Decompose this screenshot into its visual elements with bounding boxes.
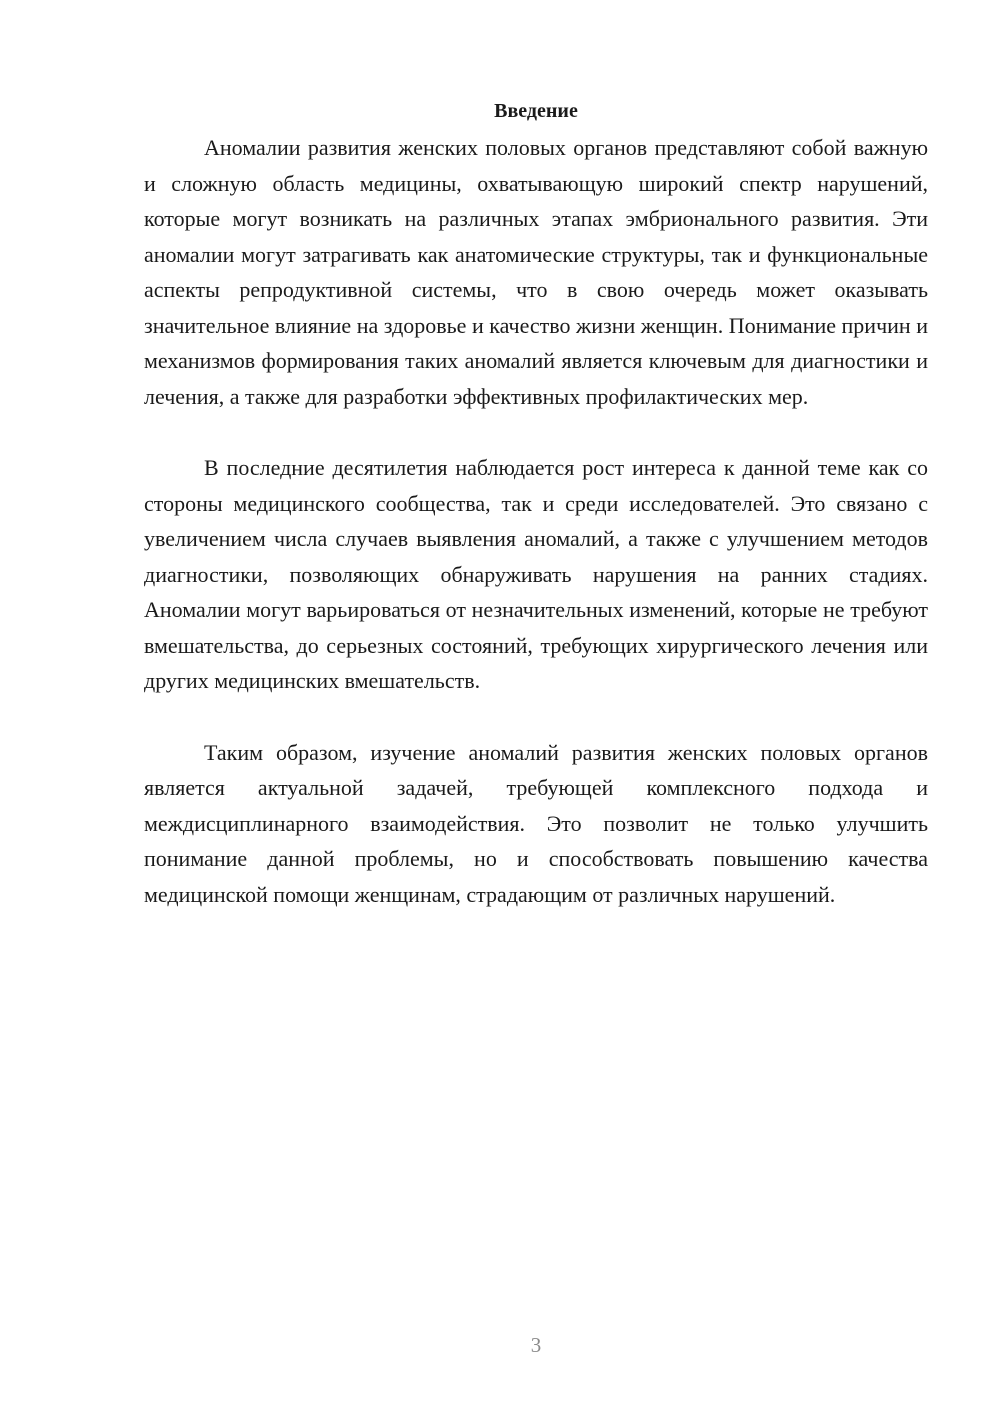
paragraph-3: Таким образом, изучение аномалий развития женских половых органов является актуальной задачей, требующей комплексного подхода и междисциплинарного взаимодействия. Это позволит не только улучшить понимание данной проблемы, но и способствовать повышению качества медицинской помощи женщинам, страдающим от различных нарушений. (144, 739, 928, 907)
paragraph-1: Аномалии развития женских половых органов представляют собой важную и сложную область медицины, охватывающую широкий спектр нарушений, которые могут возникать на различных этапах эмбрионального развития. Эти аномалии могут затрагивать как анатомические структуры, так и функциональные аспекты репродуктивной системы, что в свою очередь может оказывать значительное влияние на здоровье и качество жизни женщин. Понимание причин и механизмов формирования таких аномалий является ключевым для диагностики и лечения, а также для разработки эффективных профилактических мер. (144, 135, 928, 409)
paragraph-2: В последние десятилетия наблюдается рост интереса к данной теме как со стороны медицинского сообщества, так и среди исследователей. Это связано с увеличением числа случаев выявления аномалий, а также с улучшением методов диагностики, позволяющих обнаруживать нарушения на ранних стадиях. Аномалии могут варьироваться от незначительных изменений, которые не требуют вмешательства, до серьезных состояний, требующих хирургического лечения или других медицинских вмешательств. (144, 455, 928, 693)
page-content (144, 96, 928, 948)
section-heading: Введение (494, 100, 578, 122)
page-number: 3 (530, 1333, 542, 1357)
